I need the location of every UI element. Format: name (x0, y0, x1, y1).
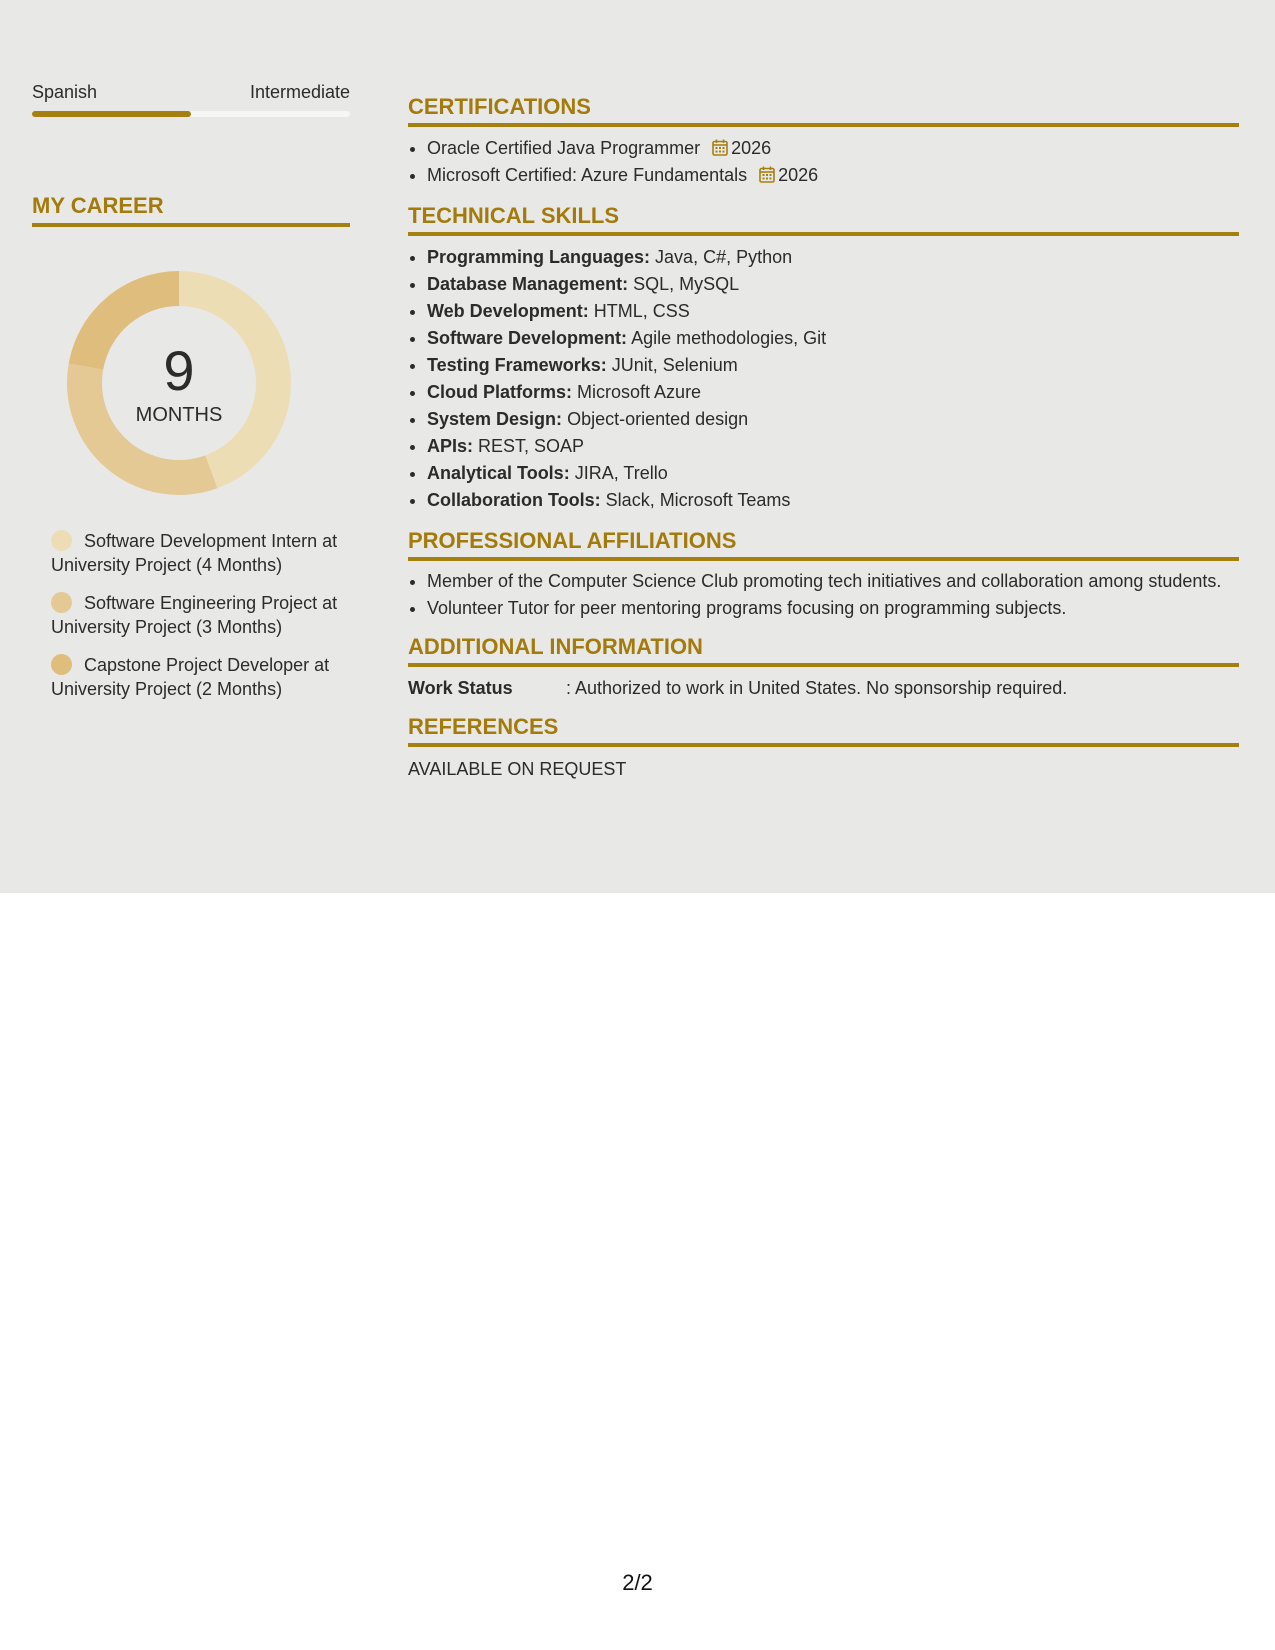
skill-item (427, 352, 1239, 379)
skill-value: Agile methodologies, Git (631, 328, 827, 348)
affiliation-item: • Member of the Computer Science Club promoting tech initiatives and collaboration among students. (427, 569, 1239, 593)
career-legend-label: Capstone Project Developer at University Project (2 Months) (51, 655, 330, 699)
career-total-value: 9 (163, 339, 195, 402)
legend-dot (51, 654, 72, 675)
skill-label: Programming Languages: (427, 247, 651, 267)
skill-label: Collaboration Tools: (427, 490, 601, 510)
left-column (32, 80, 350, 715)
language-row (32, 80, 350, 104)
skill-item (427, 379, 1239, 406)
legend-dot (51, 592, 72, 613)
right-column (408, 94, 1239, 795)
certification-item (427, 162, 1239, 189)
skill-item (427, 487, 1239, 514)
certification-year: 2026 (778, 165, 819, 185)
certifications-list (408, 135, 1239, 189)
skill-value: Slack, Microsoft Teams (605, 490, 791, 510)
calendar-icon (712, 139, 728, 156)
references-section (408, 714, 1239, 781)
work-status-label: Work Status (408, 678, 513, 698)
skill-item (427, 298, 1239, 325)
career-total-unit: MONTHS (135, 404, 223, 426)
skill-item (427, 433, 1239, 460)
work-status-row (408, 676, 1239, 700)
skill-label: Cloud Platforms: (427, 382, 573, 402)
skill-value: HTML, CSS (593, 301, 690, 321)
technical-skills-list (408, 244, 1239, 514)
skill-label: System Design: (427, 409, 563, 429)
calendar-icon (759, 166, 775, 183)
certifications-section (408, 94, 1239, 189)
skill-label: Software Development: (427, 328, 628, 348)
certifications-heading: CERTIFICATIONS (408, 94, 1239, 127)
certification-name: Microsoft Certified: Azure Fundamentals (427, 165, 748, 185)
skill-value: JIRA, Trello (574, 463, 668, 483)
skill-item (427, 325, 1239, 352)
technical-skills-section (408, 203, 1239, 514)
skill-label: Web Development: (427, 301, 589, 321)
skill-value: Object-oriented design (567, 409, 749, 429)
language-name: Spanish (32, 82, 98, 102)
additional-info-section (408, 634, 1239, 700)
career-legend-item (51, 653, 341, 701)
legend-dot (51, 530, 72, 551)
language-proficiency-bar (32, 111, 350, 117)
skill-item (427, 406, 1239, 433)
skill-item (427, 271, 1239, 298)
skill-label: Analytical Tools: (427, 463, 570, 483)
career-heading: MY CAREER (32, 193, 350, 227)
certification-year: 2026 (731, 138, 772, 158)
technical-skills-heading: TECHNICAL SKILLS (408, 203, 1239, 236)
skill-item (427, 244, 1239, 271)
references-text: AVAILABLE ON REQUEST (408, 759, 627, 779)
career-legend-item (51, 529, 341, 577)
career-legend (51, 529, 341, 701)
additional-info-heading: ADDITIONAL INFORMATION (408, 634, 1239, 667)
skill-value: REST, SOAP (478, 436, 585, 456)
skill-value: JUnit, Selenium (611, 355, 738, 375)
skill-label: Database Management: (427, 274, 629, 294)
skill-label: Testing Frameworks: (427, 355, 607, 375)
career-legend-item (51, 591, 341, 639)
certification-name: Oracle Certified Java Programmer (427, 138, 701, 158)
page-number: 2/2 (622, 1570, 653, 1595)
language-proficiency-fill (32, 111, 191, 117)
work-status-value: : Authorized to work in United States. No sponsorship required. (566, 678, 1068, 698)
skill-value: Java, C#, Python (655, 247, 793, 267)
affiliation-item: • Volunteer Tutor for peer mentoring programs focusing on programming subjects. (427, 596, 1239, 620)
career-legend-label: Software Engineering Project at University Project (3 Months) (51, 593, 338, 637)
skill-item (427, 460, 1239, 487)
language-level: Intermediate (249, 82, 350, 102)
affiliations-section (408, 528, 1239, 620)
skill-label: APIs: (427, 436, 474, 456)
certification-item (427, 135, 1239, 162)
affiliations-heading: PROFESSIONAL AFFILIATIONS (408, 528, 1239, 561)
affiliations-list (408, 569, 1239, 620)
skill-value: SQL, MySQL (633, 274, 740, 294)
references-heading: REFERENCES (408, 714, 1239, 747)
skill-value: Microsoft Azure (577, 382, 702, 402)
career-legend-label: Software Development Intern at University Project (4 Months) (51, 531, 338, 575)
career-donut-chart (67, 271, 291, 495)
